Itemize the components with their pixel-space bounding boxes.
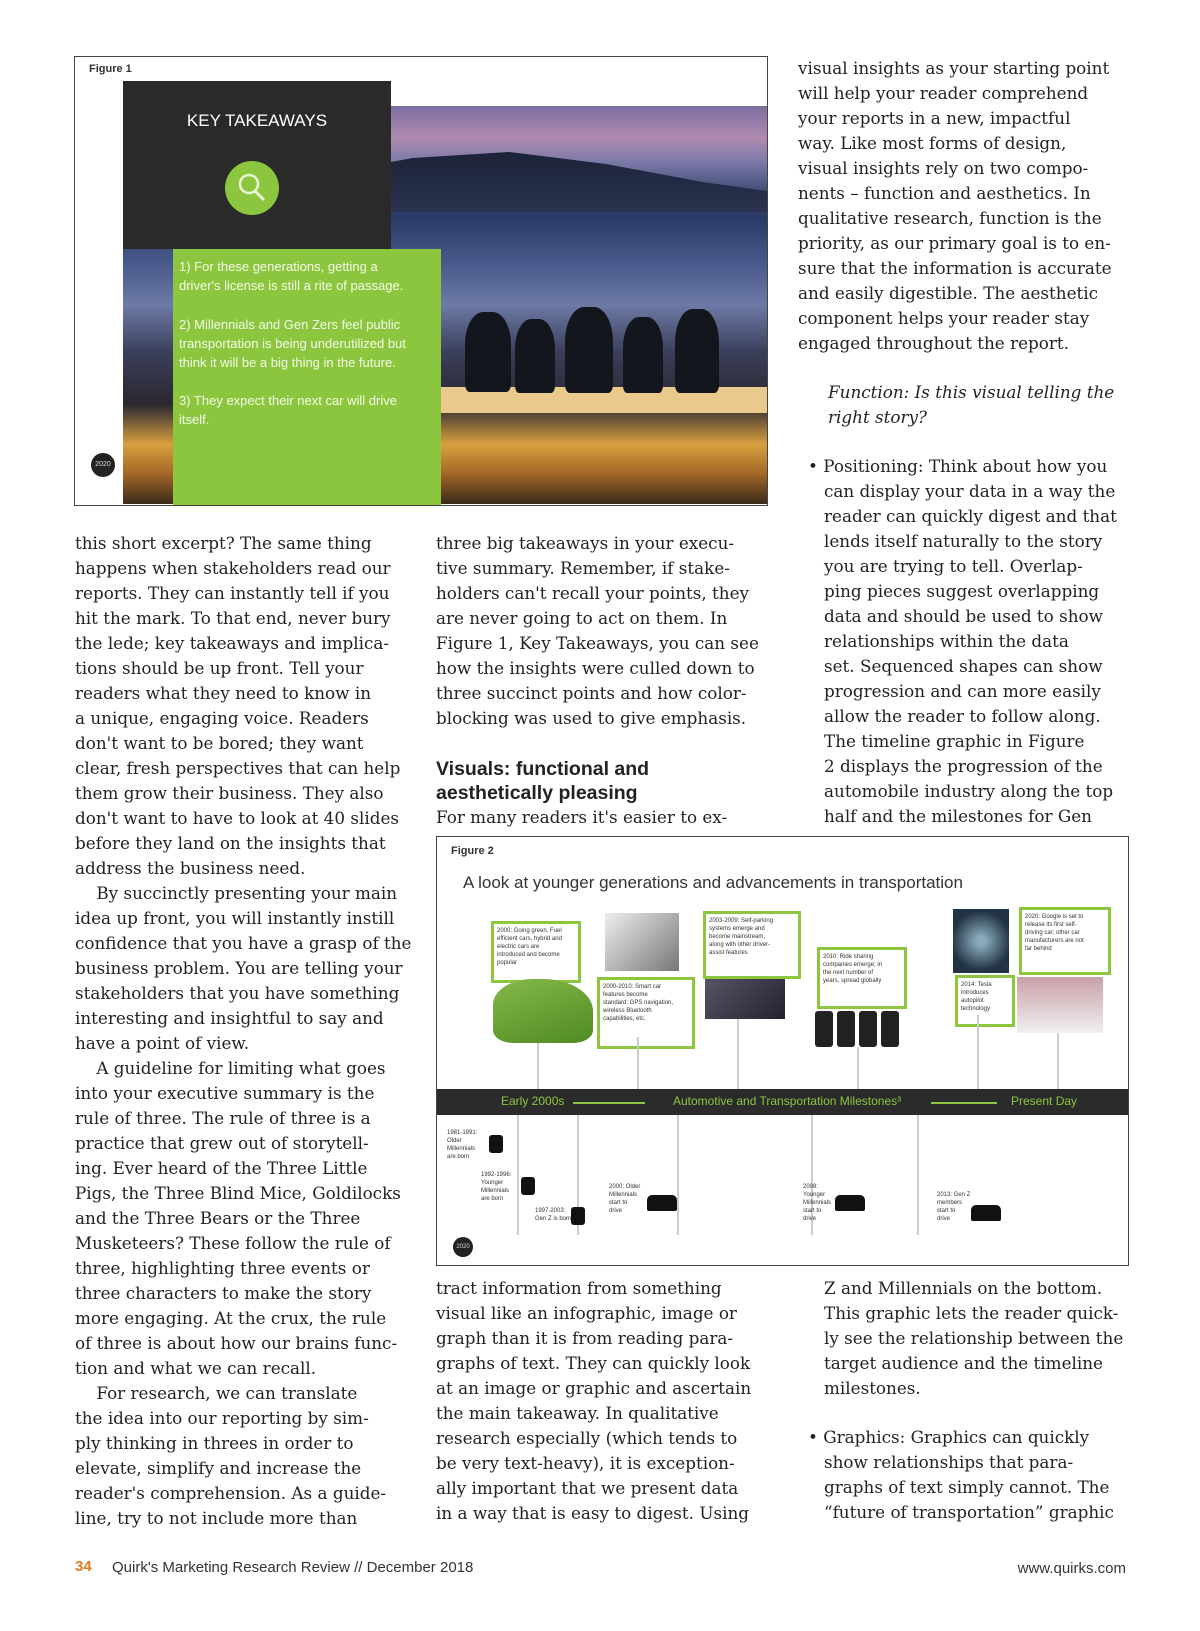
text-line: progression and can more easily	[808, 681, 1101, 701]
tesla-autopilot-image	[953, 909, 1009, 973]
text-line: will help your reader comprehend	[798, 83, 1089, 103]
figure-1	[74, 56, 768, 506]
text-line: A guideline for limiting what goes	[75, 1058, 386, 1078]
text-line: the main takeaway. In qualitative	[436, 1403, 719, 1423]
text-line: are never going to act on them. In	[436, 608, 728, 628]
text-line: can display your data in a way the	[808, 481, 1116, 501]
text-line: this short excerpt? The same thing	[75, 533, 372, 553]
takeaways-heading: KEY TAKEAWAYS	[186, 111, 328, 130]
text-line: qualitative research, function is the	[798, 208, 1102, 228]
body-text: For many readers it's easier to ex-	[436, 807, 728, 827]
search-icon	[225, 161, 279, 215]
text-line: readers what they need to know in	[75, 683, 372, 703]
milestone-box: 2020: Google is set to release its first self- driving car; other car manufacturers are not far behind	[1019, 907, 1111, 975]
body-text	[798, 1276, 1123, 1401]
page-number: 34	[75, 1558, 92, 1575]
text-line: the idea into our reporting by sim-	[75, 1408, 369, 1428]
text-line: ping pieces suggest overlapping	[808, 581, 1100, 601]
body-text	[436, 1276, 751, 1526]
photo-person	[565, 307, 613, 393]
text-line: For research, we can translate	[75, 1383, 358, 1403]
text-line: three big takeaways in your execu-	[436, 533, 735, 553]
text-line: automobile industry along the top	[808, 781, 1114, 801]
text-line: sure that the information is accurate	[798, 258, 1112, 278]
text-line: visual like an infographic, image or	[436, 1303, 737, 1323]
car-icon	[971, 1205, 1001, 1221]
milestone-box: 2014: Tesla introduces autopilot technology	[955, 975, 1015, 1027]
band-center-label: Automotive and Transportation Milestones³	[673, 1094, 902, 1108]
badge-2020: 2020	[453, 1237, 473, 1257]
connector-line	[637, 1037, 639, 1089]
dashboard-image	[605, 913, 679, 971]
self-driving-car-image	[1017, 977, 1103, 1033]
band-right-label: Present Day	[1011, 1094, 1078, 1108]
milestone-box: 2000: Going green. Fuel efficient cars, hybrid and electric cars are introduced and become popular	[491, 921, 581, 983]
photo-person	[675, 309, 719, 393]
text-line: ing. Ever heard of the Three Little	[75, 1158, 368, 1178]
connector-line	[517, 1115, 519, 1235]
text-line: business problem. You are telling your	[75, 958, 403, 978]
cake-icon	[521, 1177, 535, 1195]
text-line: tract information from something	[436, 1278, 722, 1298]
text-line: component helps your reader stay	[798, 308, 1090, 328]
text-line: By succinctly presenting your main	[75, 883, 398, 903]
takeaway-point: 2) Millennials and Gen Zers feel public transportation is being underutilized but think it will be a big thing in the future.	[179, 317, 406, 370]
text-line: address the business need.	[75, 858, 306, 878]
text-line: “future of transportation” graphic	[808, 1502, 1114, 1522]
text-line: graphs of text. They can quickly look	[436, 1353, 751, 1373]
text-line: graphs of text simply cannot. The	[808, 1477, 1110, 1497]
figure-2	[436, 836, 1129, 1266]
text-line: clear, fresh perspectives that can help	[75, 758, 401, 778]
section-heading-line: aesthetically pleasing	[436, 782, 638, 804]
milestone-label: 2013: Gen Z members start to drive	[937, 1192, 971, 1222]
figure-label: Figure 2	[451, 845, 494, 857]
text-line: priority, as our primary goal is to en-	[798, 233, 1111, 253]
bullet-graphics	[798, 1425, 1123, 1525]
text-line: elevate, simplify and increase the	[75, 1458, 362, 1478]
green-car-image	[493, 979, 593, 1043]
text-line: nents – function and aesthetics. In	[798, 183, 1091, 203]
ride-share-phones	[815, 1011, 899, 1047]
text-line: hit the mark. To that end, never bury	[75, 608, 391, 628]
text-line: • Positioning: Think about how you	[808, 456, 1108, 476]
text-line: don't want to be bored; they want	[75, 733, 364, 753]
text-line: right story?	[828, 407, 927, 427]
text-line: of three is about how our brains func-	[75, 1333, 398, 1353]
column-3-top	[798, 56, 1117, 829]
text-line: your reports in a new, impactful	[798, 108, 1071, 128]
car-icon	[835, 1195, 865, 1211]
text-line: how the insights were culled down to	[436, 658, 755, 678]
text-line: have a point of view.	[75, 1033, 250, 1053]
text-line: milestones.	[808, 1378, 921, 1398]
text-line: relationships within the data	[808, 631, 1069, 651]
connector-line	[1057, 1033, 1059, 1089]
text-line: lends itself naturally to the story	[808, 531, 1103, 551]
text-line: and the Three Bears or the Three	[75, 1208, 361, 1228]
text-line: Function: Is this visual telling the	[828, 382, 1115, 402]
body-text	[75, 531, 412, 1531]
text-line: into your executive summary is the	[75, 1083, 375, 1103]
text-line: three characters to make the story	[75, 1283, 372, 1303]
cake-icon	[571, 1207, 585, 1225]
text-line: ally important that we present data	[436, 1478, 739, 1498]
text-line: at an image or graphic and ascertain	[436, 1378, 752, 1398]
cake-icon	[489, 1135, 503, 1153]
car-icon	[647, 1195, 677, 1211]
milestone-box: 2000-2010: Smart car features become standard: GPS navigation, wireless Bluetooth capabilities, etc.	[597, 977, 695, 1049]
text-line: reader can quickly digest and that	[808, 506, 1117, 526]
publication-info: Quirk's Marketing Research Review // December 2018	[112, 1559, 474, 1576]
text-line: Musketeers? These follow the rule of	[75, 1233, 391, 1253]
text-line: practice that grew out of storytell-	[75, 1133, 369, 1153]
text-line: you are trying to tell. Overlap-	[808, 556, 1083, 576]
text-line: This graphic lets the reader quick-	[808, 1303, 1119, 1323]
text-line: research especially (which tends to	[436, 1428, 738, 1448]
text-line: a unique, engaging voice. Readers	[75, 708, 369, 728]
text-line: tions should be up front. Tell your	[75, 658, 364, 678]
parking-image	[705, 979, 785, 1019]
connector-line	[737, 1019, 739, 1089]
text-line: be very text-heavy), it is exception-	[436, 1453, 735, 1473]
photo-person	[465, 312, 511, 392]
figure-label: Figure 1	[89, 63, 132, 75]
text-line: and easily digestible. The aesthetic	[798, 283, 1099, 303]
milestone-label: 1992-1996: Younger Millennials are born	[481, 1172, 512, 1202]
milestone-label: 2008: Younger Millennials start to drive	[803, 1184, 832, 1222]
text-line: the lede; key takeaways and implica-	[75, 633, 390, 653]
text-line: visual insights as your starting point	[798, 58, 1110, 78]
text-line: them grow their business. They also	[75, 783, 384, 803]
text-line: blocking was used to give emphasis.	[436, 708, 747, 728]
italic-subhead	[798, 380, 1117, 430]
text-line: reports. They can instantly tell if you	[75, 583, 390, 603]
text-line: stakeholders that you have something	[75, 983, 400, 1003]
connector-line	[917, 1115, 919, 1235]
badge-2020: 2020	[91, 453, 115, 477]
takeaway-point: 1) For these generations, getting a driver's license is still a rite of passage.	[179, 259, 404, 293]
text-line: confidence that you have a grasp of the	[75, 933, 412, 953]
text-line: ply thinking in threes in order to	[75, 1433, 354, 1453]
connector-line	[857, 1047, 859, 1089]
text-line: engaged throughout the report.	[798, 333, 1069, 353]
photo-person	[515, 319, 555, 393]
text-line: more engaging. At the crux, the rule	[75, 1308, 387, 1328]
section-heading	[436, 757, 759, 805]
body-text	[436, 531, 759, 731]
text-line: tive summary. Remember, if stake-	[436, 558, 730, 578]
band-left-label: Early 2000s	[501, 1094, 565, 1108]
text-line: data and should be used to show	[808, 606, 1103, 626]
takeaway-point: 3) They expect their next car will drive itself.	[179, 393, 397, 427]
band-arrow	[931, 1102, 997, 1104]
text-line: allow the reader to follow along.	[808, 706, 1101, 726]
text-line: target audience and the timeline	[808, 1353, 1103, 1373]
text-line: happens when stakeholders read our	[75, 558, 391, 578]
milestone-label: 1997-2003: Gen Z is born	[535, 1208, 572, 1222]
body-text	[798, 56, 1117, 356]
bullet-positioning	[798, 454, 1117, 829]
text-line: interesting and insightful to say and	[75, 1008, 384, 1028]
column-1	[75, 531, 412, 1531]
milestone-label: 2000: Older Millennials start to drive	[609, 1184, 641, 1214]
text-line: holders can't recall your points, they	[436, 583, 750, 603]
text-line: way. Like most forms of design,	[798, 133, 1067, 153]
connector-line	[537, 1043, 539, 1089]
text-line: don't want to have to look at 40 slides	[75, 808, 399, 828]
text-line: ly see the relationship between the	[808, 1328, 1124, 1348]
text-line: reader's comprehension. As a guide-	[75, 1483, 387, 1503]
column-3-bottom	[798, 1276, 1123, 1525]
text-line: The timeline graphic in Figure	[808, 731, 1085, 751]
photo-person	[623, 317, 663, 393]
text-line: visual insights rely on two compo-	[798, 158, 1089, 178]
text-line: show relationships that para-	[808, 1452, 1074, 1472]
text-line: rule of three. The rule of three is a	[75, 1108, 371, 1128]
text-line: three, highlighting three events or	[75, 1258, 370, 1278]
connector-line	[977, 1015, 979, 1089]
connector-line	[677, 1115, 679, 1235]
text-line: Pigs, the Three Blind Mice, Goldilocks	[75, 1183, 401, 1203]
text-line: graph than it is from reading para-	[436, 1328, 734, 1348]
column-2-bottom	[436, 1276, 751, 1526]
column-2-top	[436, 531, 759, 830]
band-arrow	[573, 1102, 645, 1104]
figure-title: A look at younger generations and advancements in transportation	[463, 873, 963, 892]
text-line: • Graphics: Graphics can quickly	[808, 1427, 1090, 1447]
section-heading-line: Visuals: functional and	[436, 758, 650, 780]
text-line: three succinct points and how color-	[436, 683, 747, 703]
text-line: half and the milestones for Gen	[808, 806, 1092, 826]
milestone-label: 1981-1991: Older Millennials are born	[447, 1130, 478, 1160]
website-link[interactable]: www.quirks.com	[1017, 1560, 1126, 1577]
text-line: 2 displays the progression of the	[808, 756, 1103, 776]
text-line: in a way that is easy to digest. Using	[436, 1503, 750, 1523]
text-line: line, try to not include more than	[75, 1508, 358, 1528]
text-line: idea up front, you will instantly instill	[75, 908, 395, 928]
text-line: before they land on the insights that	[75, 833, 386, 853]
text-line: set. Sequenced shapes can show	[808, 656, 1103, 676]
milestone-box: 2003-2009: Self-parking systems emerge and become mainstream, along with other driver- assist features	[703, 911, 801, 979]
milestone-box: 2010: Ride sharing companies emerge; in the next number of years, spread globally	[817, 947, 907, 1009]
text-line: tion and what we can recall.	[75, 1358, 317, 1378]
text-line: Z and Millennials on the bottom.	[808, 1278, 1103, 1298]
text-line: Figure 1, Key Takeaways, you can see	[436, 633, 759, 653]
